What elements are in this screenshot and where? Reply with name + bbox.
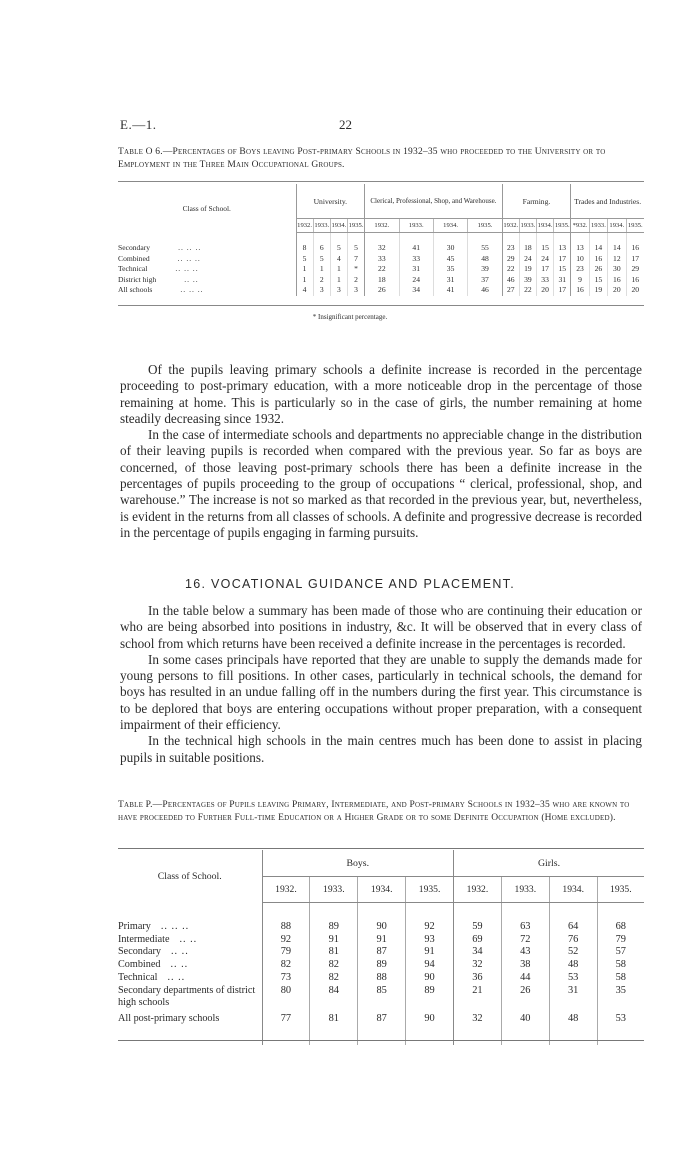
table-cell: 37	[468, 275, 502, 286]
table-cell: 23	[502, 233, 519, 254]
table-cell: 36	[454, 972, 502, 985]
table-cell: 90	[406, 972, 454, 985]
row-leader-dots: .. ..	[170, 959, 189, 971]
year-header: 1933.	[589, 219, 607, 233]
table-cell: 79	[262, 946, 310, 959]
year-header: 1932.	[262, 877, 310, 903]
table-cell: 13	[554, 233, 571, 254]
group-header-girls: Girls.	[454, 850, 645, 877]
table-cell: 30	[608, 264, 626, 275]
table-cell: 72	[501, 934, 549, 947]
row-label	[118, 233, 296, 254]
table-cell: 26	[501, 985, 549, 1009]
paragraph: In some cases principals have reported that they are unable to supply the demands made for young persons to fill positions. In other cases, particularly in technical schools, the demand for boys has resulted in an undue falling off in the numbers during the first year. This circumstance is to be deplored that boys are entering occupations without proper preparation, with a consequent impairment of their efficiency.	[120, 651, 642, 733]
table-cell: 46	[468, 285, 502, 296]
table-cell: 63	[501, 903, 549, 934]
row-name: Secondary	[118, 946, 161, 958]
table-cell: 5	[313, 254, 330, 265]
table-cell: 1	[330, 264, 347, 275]
year-header: 1933.	[501, 877, 549, 903]
table-cell: 44	[501, 972, 549, 985]
table-cell: 46	[502, 275, 519, 286]
row-label	[118, 946, 262, 959]
year-header: 1933.	[313, 219, 330, 233]
year-header: 1932.	[296, 219, 313, 233]
table-cell: 26	[365, 285, 399, 296]
paragraph: In the case of intermediate schools and departments no appreciable change in the distribution of their leaving pupils is recorded when compared with the previous year. So far as boys are concerned, of those leaving post-primary schools there has been a definite increase in the percentages of pupils proceeding to the group of occupations “ clerical, professional, shop, and warehouse.” The increase is not so marked as that recorded in the previous year, but, nevertheless, is evident in the returns from all classes of schools. A definite and progressive decrease is recorded in the percentage of pupils engaging in farming pursuits.	[120, 427, 642, 540]
group-header-farming: Farming.	[502, 184, 571, 219]
table-cell: 3	[347, 285, 364, 296]
table-p-bottom-rule	[118, 1040, 644, 1041]
table-cell: 31	[399, 264, 433, 275]
table-cell: 27	[502, 285, 519, 296]
table-cell: 16	[626, 233, 644, 254]
table-row	[118, 264, 644, 275]
table-cell: 41	[433, 285, 467, 296]
paragraph: In the technical high schools in the main centres much has been done to assist in placing pupils in suitable positions.	[120, 733, 642, 765]
year-header: 1935.	[468, 219, 502, 233]
group-header-boys: Boys.	[262, 850, 454, 877]
table-cell: 22	[519, 285, 536, 296]
row-name: District high	[118, 274, 157, 284]
table-cell: 23	[571, 264, 589, 275]
page-number: 22	[339, 117, 352, 132]
paragraph: In the table below a summary has been made of those who are continuing their education or who are being absorbed into positions in industry, &c. It will be observed that in every class of school from which returns have been received a definite increase in the percentages is recorded.	[120, 603, 642, 651]
table-cell: 88	[358, 972, 406, 985]
row-label	[118, 972, 262, 985]
table-cell: 15	[537, 233, 554, 254]
row-name: All post-primary schools	[118, 1012, 220, 1024]
table-cell: 88	[262, 903, 310, 934]
table-cell: 3	[330, 285, 347, 296]
year-header: 1935.	[406, 877, 454, 903]
table-cell: 19	[519, 264, 536, 275]
year-header: 1934.	[433, 219, 467, 233]
row-leader-dots: .. ..	[184, 274, 199, 284]
year-header: 1935.	[347, 219, 364, 233]
body-text-section-1	[120, 362, 642, 541]
year-header: 1935.	[626, 219, 644, 233]
table-cell: 14	[608, 233, 626, 254]
table-cell: 80	[262, 985, 310, 1009]
table-cell: 31	[549, 985, 597, 1009]
group-header-clerical: Clerical, Professional, Shop, and Warehouse.	[365, 184, 503, 219]
table-cell: 89	[406, 985, 454, 1009]
table-cell: 30	[433, 233, 467, 254]
table-cell: 22	[502, 264, 519, 275]
table-cell: 45	[433, 254, 467, 265]
table-o6-caption	[118, 146, 644, 172]
table-cell: 15	[589, 275, 607, 286]
table-cell: 22	[365, 264, 399, 275]
table-cell: 5	[347, 233, 364, 254]
row-name: Secondary	[118, 242, 151, 252]
table-cell: 17	[537, 264, 554, 275]
table-cell: 32	[454, 959, 502, 972]
table-row	[118, 285, 644, 296]
table-cell: 20	[626, 285, 644, 296]
table-cell: 68	[597, 903, 644, 934]
table-cell: 20	[537, 285, 554, 296]
table-cell: 17	[626, 254, 644, 265]
table-cell: 91	[310, 934, 358, 947]
table-cell: 1	[296, 275, 313, 286]
table-cell: 1	[330, 275, 347, 286]
table-cell: 16	[626, 275, 644, 286]
table-cell: 32	[454, 1009, 502, 1046]
table-cell: 94	[406, 959, 454, 972]
year-header: 1933.	[519, 219, 536, 233]
table-cell: 5	[330, 233, 347, 254]
table-cell: 90	[358, 903, 406, 934]
table-cell: 4	[296, 285, 313, 296]
table-cell: 20	[608, 285, 626, 296]
table-row	[118, 275, 644, 286]
table-cell: 31	[433, 275, 467, 286]
table-cell: 5	[296, 254, 313, 265]
table-cell: 69	[454, 934, 502, 947]
row-name: Intermediate	[118, 933, 170, 945]
table-cell: 76	[549, 934, 597, 947]
table-cell: 15	[554, 264, 571, 275]
table-row	[118, 934, 644, 947]
table-cell: 43	[501, 946, 549, 959]
row-leader-dots: .. .. ..	[160, 920, 190, 932]
table-cell: 91	[406, 946, 454, 959]
table-cell: 55	[468, 233, 502, 254]
table-cell: 29	[502, 254, 519, 265]
table-cell: 41	[399, 233, 433, 254]
row-label	[118, 285, 296, 296]
table-row	[118, 972, 644, 985]
section-heading: 16. VOCATIONAL GUIDANCE AND PLACEMENT.	[184, 577, 516, 591]
group-header-university: University.	[296, 184, 365, 219]
table-cell: 1	[313, 264, 330, 275]
table-row	[118, 233, 644, 254]
row-leader-dots: .. ..	[179, 933, 198, 945]
table-cell: 21	[454, 985, 502, 1009]
row-leader-dots: .. .. ..	[175, 264, 199, 273]
year-header: 1932.	[365, 219, 399, 233]
table-cell: 77	[262, 1009, 310, 1046]
table-cell: 73	[262, 972, 310, 985]
table-cell: 16	[589, 254, 607, 265]
row-name: Combined	[118, 253, 150, 263]
table-cell: 12	[608, 254, 626, 265]
table-row	[118, 254, 644, 265]
table-cell: 81	[310, 946, 358, 959]
table-cell: 92	[406, 903, 454, 934]
table-cell: 57	[597, 946, 644, 959]
table-o6-bottom-rule	[118, 305, 644, 306]
table-cell: 18	[365, 275, 399, 286]
table-cell: 58	[597, 959, 644, 972]
table-cell: 4	[330, 254, 347, 265]
table-p-top-rule	[118, 848, 644, 849]
table-cell: 6	[313, 233, 330, 254]
table-cell: 34	[454, 946, 502, 959]
table-cell: 79	[597, 934, 644, 947]
year-header: 1934.	[608, 219, 626, 233]
table-cell: 32	[365, 233, 399, 254]
table-cell: 59	[454, 903, 502, 934]
table-cell: 52	[549, 946, 597, 959]
table-p-caption-text: Table P.—Percentages of Pupils leaving Primary, Intermediate, and Post-primary Schools in 1932–35 who are known to have proceeded to Further Full-time Education or a Higher Grade or to some Definite Occupation (Home excluded).	[118, 800, 630, 823]
table-o6-footnote: * Insignificant percentage.	[312, 313, 388, 321]
row-label	[118, 254, 296, 265]
row-label	[118, 934, 262, 947]
paragraph: Of the pupils leaving primary schools a definite increase is recorded in the percentage proceeding to post-primary education, with a more noticeable drop in the percentage of those remaining at home. This is particularly so in the case of girls, the number remaining at home steadily decreasing since 1932.	[120, 362, 642, 426]
table-cell: 2	[347, 275, 364, 286]
row-name: Technical	[118, 264, 148, 273]
table-cell: 48	[549, 1009, 597, 1046]
row-name: Primary	[118, 920, 151, 932]
year-header: *932.	[571, 219, 589, 233]
table-cell: 17	[554, 254, 571, 265]
table-o6	[118, 184, 644, 296]
year-header: 1933.	[310, 877, 358, 903]
table-cell: 24	[537, 254, 554, 265]
table-cell: 87	[358, 1009, 406, 1046]
table-cell: 82	[262, 959, 310, 972]
year-header: 1933.	[399, 219, 433, 233]
year-header: 1932.	[502, 219, 519, 233]
class-of-school-header: Class of School.	[157, 870, 222, 882]
table-cell: 53	[597, 1009, 644, 1046]
table-cell: 24	[399, 275, 433, 286]
year-header: 1932.	[454, 877, 502, 903]
row-leader-dots: .. .. ..	[177, 253, 201, 263]
body-text-section-2	[120, 603, 642, 766]
table-cell: 35	[433, 264, 467, 275]
table-cell: 85	[358, 985, 406, 1009]
table-cell: 16	[571, 285, 589, 296]
row-name: Secondary departments of district high schools	[118, 984, 256, 1008]
table-p	[118, 850, 644, 1045]
table-p-caption	[118, 799, 644, 825]
table-cell: 39	[519, 275, 536, 286]
table-cell: 40	[501, 1009, 549, 1046]
table-cell: 13	[571, 233, 589, 254]
table-cell: 90	[406, 1009, 454, 1046]
table-cell: 48	[468, 254, 502, 265]
table-cell: 82	[310, 972, 358, 985]
table-cell: 82	[310, 959, 358, 972]
row-leader-dots: .. .. ..	[178, 242, 202, 252]
table-cell: 89	[358, 959, 406, 972]
group-header-trades: Trades and Industries.	[571, 184, 644, 219]
table-cell: 48	[549, 959, 597, 972]
table-cell: 39	[468, 264, 502, 275]
table-cell: 7	[347, 254, 364, 265]
table-cell: 33	[365, 254, 399, 265]
table-cell: 2	[313, 275, 330, 286]
row-name: Combined	[118, 959, 161, 971]
table-cell: 24	[519, 254, 536, 265]
table-cell: 10	[571, 254, 589, 265]
table-row	[118, 903, 644, 934]
table-cell: 91	[358, 934, 406, 947]
year-header: 1935.	[554, 219, 571, 233]
year-header: 1934.	[358, 877, 406, 903]
table-row	[118, 946, 644, 959]
table-cell: 38	[501, 959, 549, 972]
table-cell: 26	[589, 264, 607, 275]
year-header: 1934.	[537, 219, 554, 233]
running-header: E.—1.	[120, 117, 157, 132]
row-label	[118, 275, 296, 286]
table-cell: 19	[589, 285, 607, 296]
table-o6-top-rule	[118, 181, 644, 182]
table-cell: 58	[597, 972, 644, 985]
table-cell: 16	[608, 275, 626, 286]
table-cell: 93	[406, 934, 454, 947]
table-cell: 89	[310, 903, 358, 934]
table-cell: 3	[313, 285, 330, 296]
table-cell: 53	[549, 972, 597, 985]
year-header: 1935.	[597, 877, 644, 903]
table-cell: 17	[554, 285, 571, 296]
table-cell: 1	[296, 264, 313, 275]
table-cell: 35	[597, 985, 644, 1009]
table-cell: 14	[589, 233, 607, 254]
table-row	[118, 959, 644, 972]
table-cell: 31	[554, 275, 571, 286]
table-cell: *	[347, 264, 364, 275]
row-label	[118, 959, 262, 972]
table-cell: 33	[537, 275, 554, 286]
row-leader-dots: .. .. ..	[180, 285, 204, 294]
row-name: All schools	[118, 285, 153, 294]
row-leader-dots: .. ..	[171, 946, 189, 958]
table-cell: 92	[262, 934, 310, 947]
row-label	[118, 985, 262, 1009]
row-leader-dots: .. ..	[167, 971, 186, 983]
table-cell: 64	[549, 903, 597, 934]
table-cell: 81	[310, 1009, 358, 1046]
row-label	[118, 264, 296, 275]
table-cell: 34	[399, 285, 433, 296]
table-cell: 8	[296, 233, 313, 254]
table-cell: 29	[626, 264, 644, 275]
year-header: 1934.	[549, 877, 597, 903]
row-name: Technical	[118, 971, 158, 983]
row-label	[118, 903, 262, 934]
table-cell: 87	[358, 946, 406, 959]
class-of-school-header: Class of School.	[182, 203, 231, 213]
table-cell: 18	[519, 233, 536, 254]
table-cell: 33	[399, 254, 433, 265]
year-header: 1934.	[330, 219, 347, 233]
table-o6-caption-text: Table O 6.—Percentages of Boys leaving Post-primary Schools in 1932–35 who proceeded to the University or to Employment in the Three Main Occupational Groups.	[118, 147, 606, 170]
table-cell: 9	[571, 275, 589, 286]
table-cell: 84	[310, 985, 358, 1009]
table-row	[118, 985, 644, 1009]
